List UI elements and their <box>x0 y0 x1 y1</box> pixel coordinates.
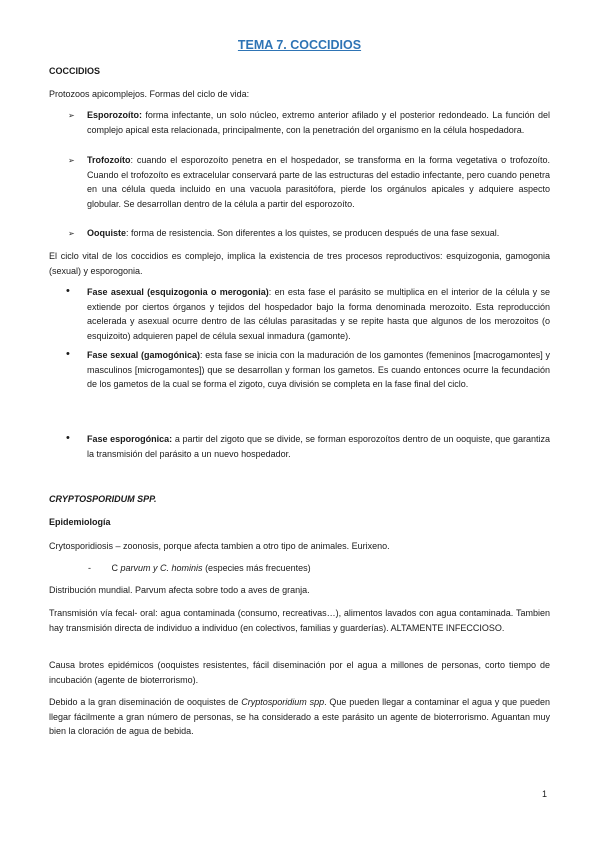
species-list-item <box>88 561 550 576</box>
section-heading-cryptosporidium: CRYPTOSPORIDUM SPP. <box>49 494 157 504</box>
list-item-trofozoito <box>87 153 550 211</box>
list-item-fase-sexual <box>87 348 550 392</box>
zoonosis-paragraph: Crytosporidiosis – zoonosis, porque afecta tambien a otro tipo de animales. Eurixeno. <box>49 541 390 551</box>
dot-bullet-icon: • <box>66 432 70 444</box>
page-title: TEMA 7. COCCIDIOS <box>237 38 362 52</box>
section-heading-coccidios: COCCIDIOS <box>49 66 101 76</box>
term-text: : cuando el esporozoíto penetra en el hospedador, se transforma en la forma vegetativa o trofozoíto. Cuando el trofozoíto es extracelular conservará parte de las estructuras del estadio infectante, pero cuando penetra en una célula queda incluido en una vacuola parasitófora, pierde los orgánulos apicales y adquiere aspecto globular. Se desarrollan dentro de la célula a partir del esporozoíto. <box>87 155 550 209</box>
term-label: Esporozoíto: <box>87 110 142 120</box>
term-text: : forma de resistencia. Son diferentes a los quistes, se producen después de una fase sexual. <box>126 228 500 238</box>
list-item-ooquiste <box>87 226 550 241</box>
outbreaks-paragraph: Causa brotes epidémicos (ooquistes resistentes, fácil diseminación por el agua a millones de personas, corto tiempo de incubación (agente de bioterrorismo). <box>49 660 550 685</box>
list-item-fase-esporogonica <box>87 432 550 461</box>
bioterrorism-paragraph <box>49 695 550 739</box>
term-text: : en esta fase el parásito se multiplica en el interior de la célula y se extiende por ciertos órganos y tejidos del hospedador bajo la forma denominada merozoito. Esta reproducción acelerada y asexual ocurre dentro de las células parasitadas y se repite hasta que algunos de los merozoitos (o esquizoito) adquieren papel de célula sexual inmadura (gamonte). <box>87 287 550 341</box>
subheading-epidemiologia: Epidemiología <box>49 517 111 527</box>
bioterrorism-text-b: . Que pueden llegar a contaminar el agua y que pueden llegar fácilmente a gran número de personas, se ha considerado a este parásito un agente de bioterrorismo. Aguantan muy bien la cloración de agua de bebida. <box>49 697 550 736</box>
arrow-bullet-icon: ➢ <box>68 111 75 120</box>
term-label: Trofozoíto <box>87 155 131 165</box>
list-item-esporozoito <box>87 108 550 137</box>
page-number: 1 <box>542 789 548 799</box>
list-item-fase-asexual <box>87 285 550 343</box>
dot-bullet-icon: • <box>66 348 70 360</box>
transmission-paragraph: Transmisión vía fecal- oral: agua contaminada (consumo, recreativas…), alimentos lavados con agua contaminada. Tambien hay transmisión directa de individuo a individuo (en colectivos, familias y guarderías). ALTAMENTE INFECCIOSO. <box>49 608 550 633</box>
species-note: (especies más frecuentes) <box>202 563 311 573</box>
bioterrorism-species: Cryptosporidium spp <box>241 697 325 707</box>
species-name: parvum y C. hominis <box>120 563 203 573</box>
distribution-paragraph: Distribución mundial. Parvum afecta sobre todo a aves de granja. <box>49 585 310 595</box>
term-label: Fase esporogónica: <box>87 434 173 444</box>
intro-paragraph: Protozoos apicomplejos. Formas del ciclo de vida: <box>49 89 250 99</box>
arrow-bullet-icon: ➢ <box>68 229 75 238</box>
bioterrorism-text-a: Debido a la gran diseminación de ooquistes de <box>49 697 242 707</box>
term-text: : esta fase se inicia con la maduración de los gamontes (femeninos [macrogamontes] y masculinos [microgamontes]) que se desarrollan y forman los gametos. Es cuando entonces ocurre la fecundación de los gametos de la cual se forma el zigoto, cuya división se completa en la fase final del ciclo. <box>87 350 550 389</box>
dash-bullet: - <box>88 563 91 573</box>
cycle-paragraph: El ciclo vital de los coccidios es complejo, implica la existencia de tres procesos reproductivos: esquizogonia, gamogonia (sexual) y esporogonia. <box>49 251 550 276</box>
term-label: Fase sexual (gamogónica) <box>87 350 200 360</box>
term-text: forma infectante, un solo núcleo, extremo anterior afilado y el posterior redondeado. La función del complejo apical esta relacionada, principalmente, con la penetración del organismo en la célula hospedadora. <box>87 110 550 135</box>
species-c: C <box>111 563 119 573</box>
dot-bullet-icon: • <box>66 285 70 297</box>
arrow-bullet-icon: ➢ <box>68 156 75 165</box>
term-text: a partir del zigoto que se divide, se forman esporozoítos dentro de un ooquiste, que garantiza la transmisión del parásito a un nuevo hospedador. <box>87 434 550 459</box>
term-label: Ooquiste <box>87 228 127 238</box>
term-label: Fase asexual (esquizogonia o merogonia) <box>87 287 269 297</box>
